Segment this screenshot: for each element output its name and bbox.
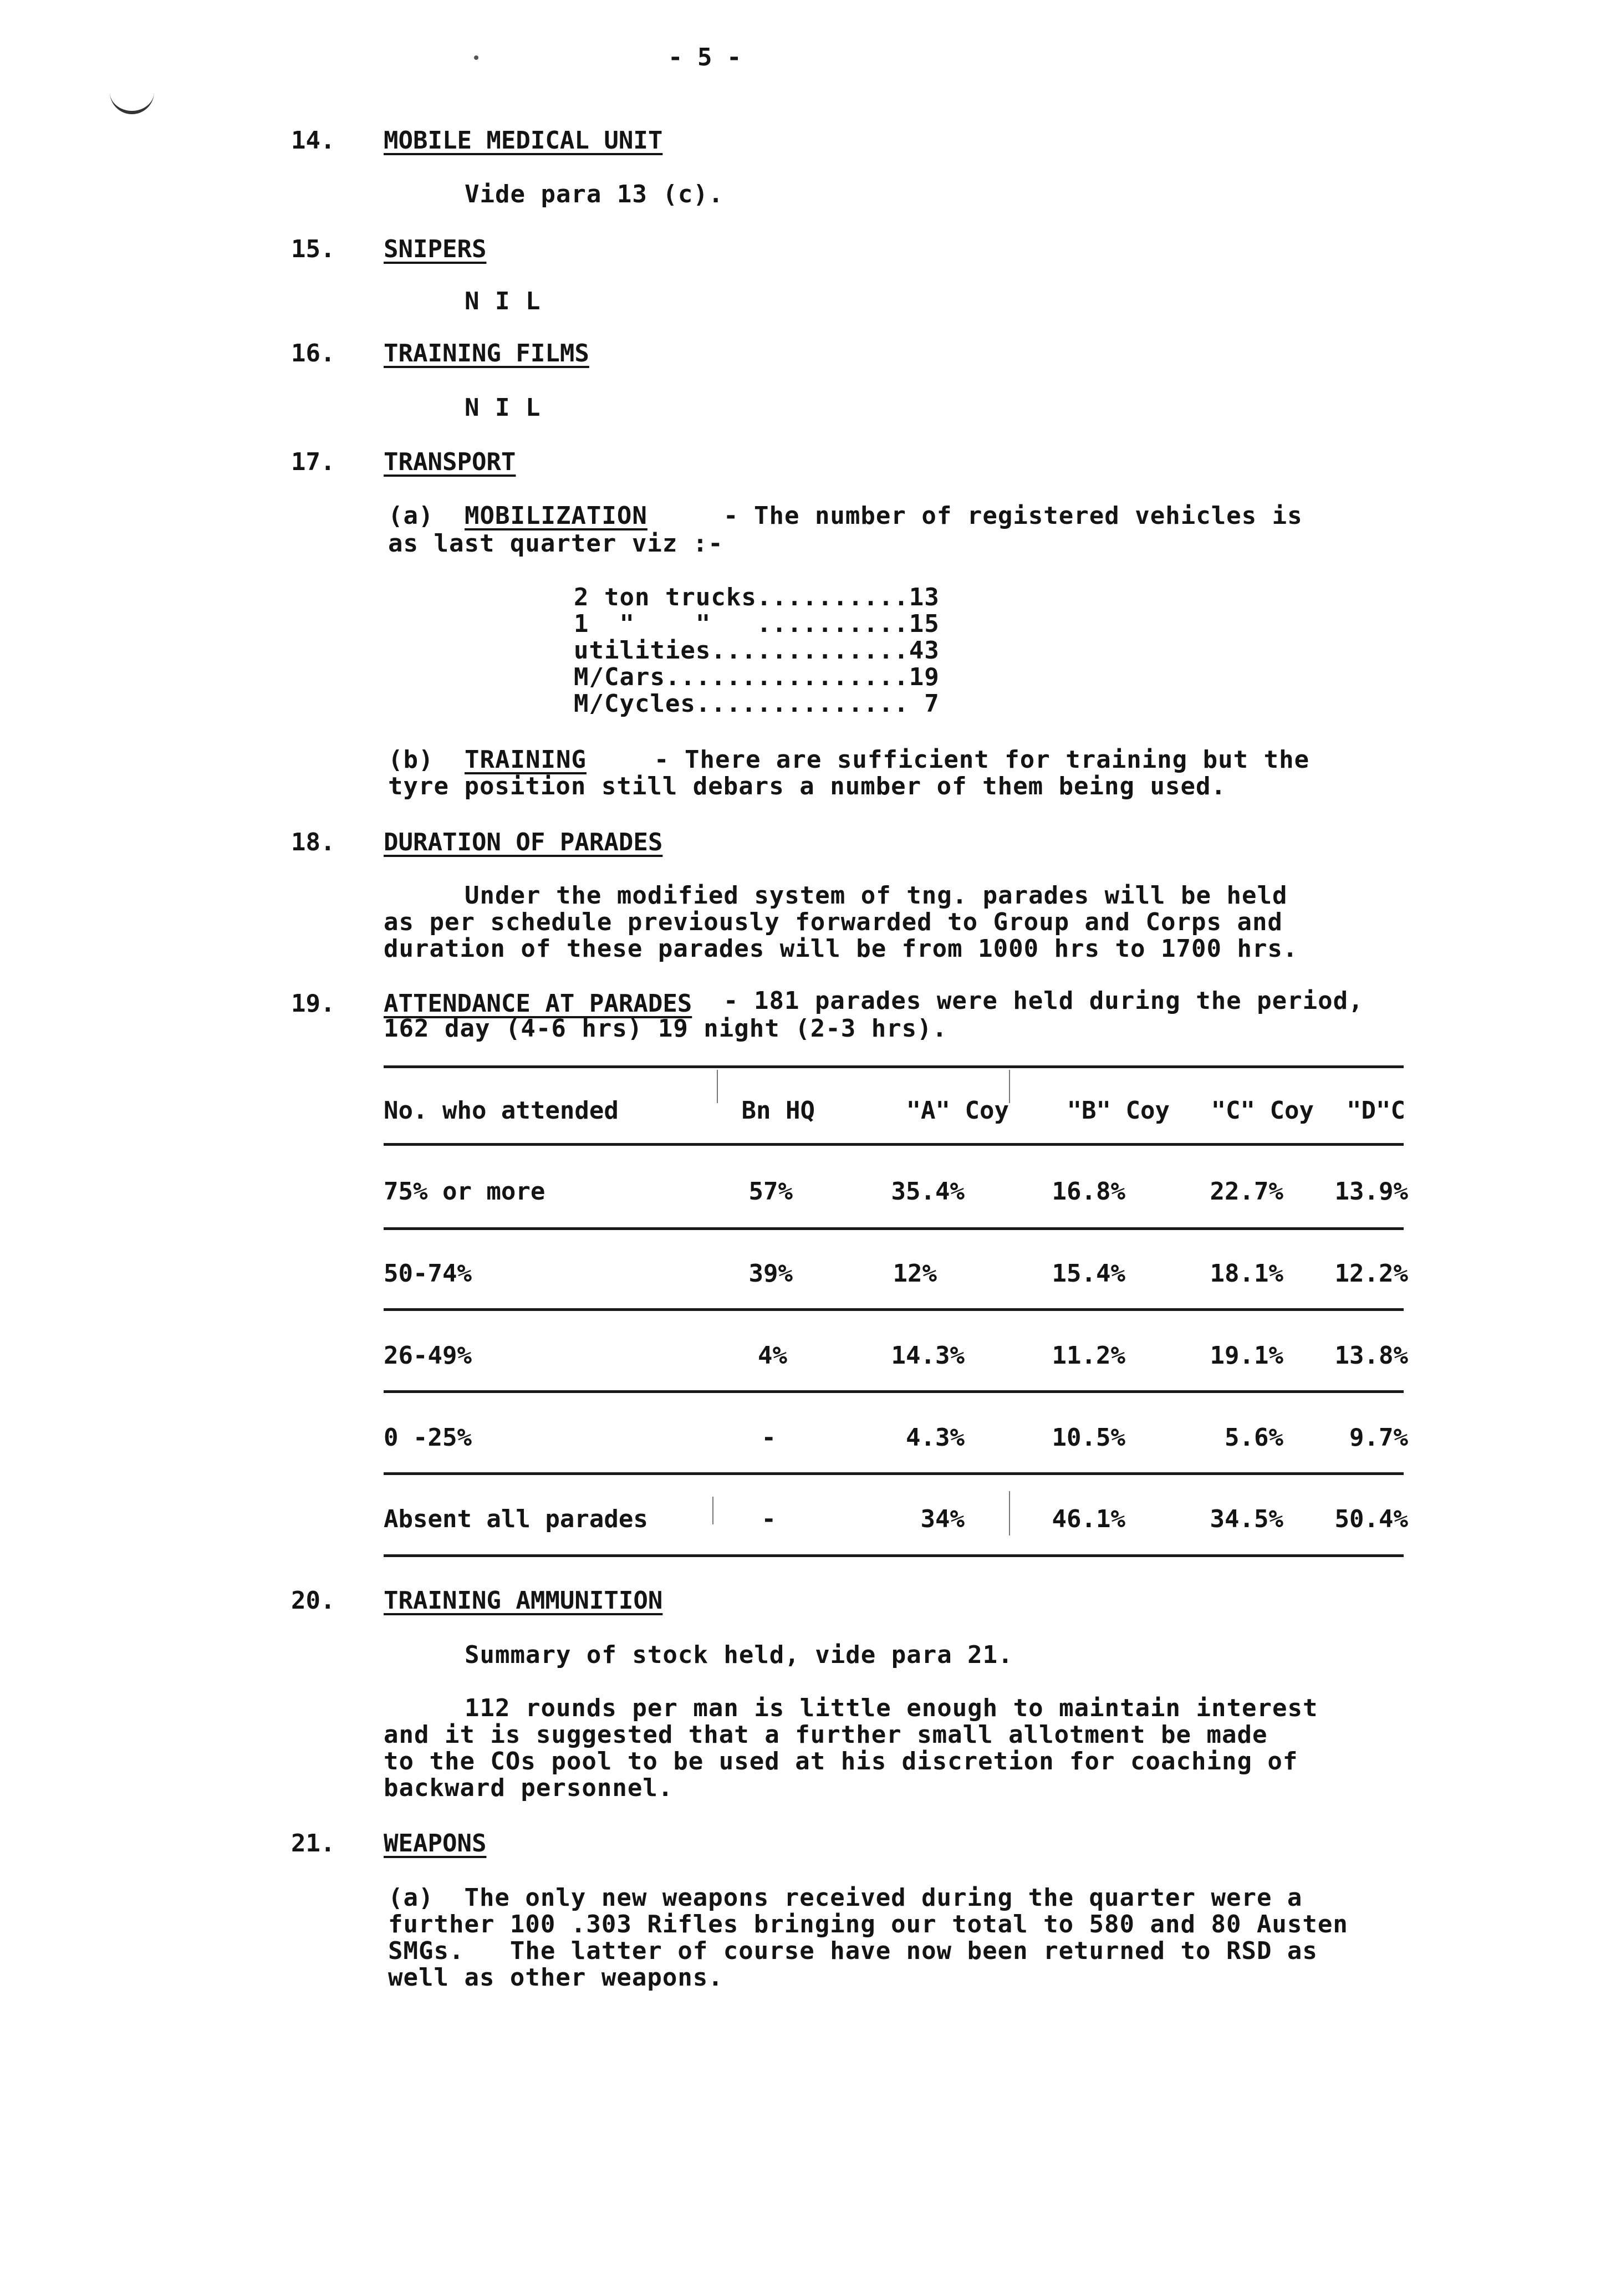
parades-text-line-3: duration of these parades will be from 1000 hrs to 1700 hrs. [384,935,1298,963]
section-text-15: N I L [465,287,541,315]
table-rule [384,1308,1404,1311]
table-column-divider [1009,1070,1010,1103]
table-rule [384,1472,1404,1475]
ammunition-paragraph-line-3: to the COs pool to be used at his discretion for coaching of [384,1747,1298,1775]
section-number-18: 18. [291,828,335,856]
table-column-divider [1009,1491,1010,1535]
table-header-cell: No. who attended [384,1096,619,1125]
subsection-title-mobilization: MOBILIZATION [465,502,648,530]
table-cell: - [761,1505,776,1533]
table-rule [384,1065,1404,1068]
section-text-16: N I L [465,394,541,422]
section-heading-20: TRAINING AMMUNITION [384,1586,663,1615]
table-rule [384,1554,1404,1557]
table-column-divider [717,1070,718,1103]
table-rule [384,1390,1404,1393]
section-heading-15: SNIPERS [384,235,487,263]
section-text-14: Vide para 13 (c). [465,180,724,208]
table-cell: 46.1% [1052,1505,1125,1533]
mobilization-text-line-2: as last quarter viz :- [388,529,723,558]
vehicle-line: utilities.............43 [574,636,940,665]
weapons-text-line-1: (a) The only new weapons received during the quarter were a [388,1884,1303,1912]
table-cell: 12% [893,1259,937,1288]
table-header-cell: "A" Coy [906,1096,1009,1125]
page-number: - 5 - [668,43,742,72]
section-heading-18: DURATION OF PARADES [384,828,663,856]
table-cell: 15.4% [1052,1259,1125,1288]
table-cell: 10.5% [1052,1423,1125,1452]
vehicle-line: 1 " " ..........15 [574,610,940,638]
table-header-cell: "C" Coy [1211,1096,1314,1125]
table-cell: Absent all parades [384,1505,648,1533]
table-cell: 50.4% [1334,1505,1408,1533]
section-heading-16: TRAINING FILMS [384,339,589,368]
table-column-divider [712,1497,713,1524]
table-cell: 11.2% [1052,1341,1125,1370]
ammunition-text-line-1: Summary of stock held, vide para 21. [465,1641,1013,1669]
section-number-14: 14. [291,126,335,155]
table-cell: 4.3% [906,1423,965,1452]
table-cell: 22.7% [1210,1177,1283,1206]
table-cell: 35.4% [891,1177,965,1206]
table-cell: 9.7% [1349,1423,1408,1452]
section-heading-21: WEAPONS [384,1829,487,1858]
section-number-15: 15. [291,235,335,263]
vehicle-line: 2 ton trucks..........13 [574,583,940,611]
subsection-label-a: (a) [388,502,434,530]
parades-text-line-1: Under the modified system of tng. parades will be held [465,881,1288,910]
table-cell: 18.1% [1210,1259,1283,1288]
punch-hole-mark [110,72,154,114]
training-text-line-1: - There are sufficient for training but the [654,746,1310,774]
table-cell: 14.3% [891,1341,965,1370]
weapons-text-line-4: well as other weapons. [388,1963,723,1992]
table-cell: 0 -25% [384,1423,472,1452]
table-cell: 12.2% [1334,1259,1408,1288]
parades-text-line-2: as per schedule previously forwarded to Group and Corps and [384,908,1283,936]
table-cell: 39% [748,1259,793,1288]
ammunition-paragraph-line-4: backward personnel. [384,1774,674,1802]
section-heading-17: TRANSPORT [384,448,516,476]
section-heading-19: ATTENDANCE AT PARADES [384,989,692,1018]
table-cell: 57% [748,1177,793,1206]
table-cell: 16.8% [1052,1177,1125,1206]
table-cell: 34% [920,1505,965,1533]
table-header-cell: "D"C [1347,1096,1405,1125]
subsection-label-b: (b) [388,746,434,774]
table-rule [384,1143,1404,1146]
section-heading-14: MOBILE MEDICAL UNIT [384,126,663,155]
section-number-19: 19. [291,989,335,1018]
attendance-text-line-1: - 181 parades were held during the period, [723,987,1364,1015]
attendance-text-line-2: 162 day (4-6 hrs) 19 night (2-3 hrs). [384,1014,948,1043]
ink-dot [474,55,478,60]
section-number-17: 17. [291,448,335,476]
table-header-cell: "B" Coy [1067,1096,1170,1125]
weapons-text-line-3: SMGs. The latter of course have now been returned to RSD as [388,1937,1318,1965]
table-cell: 5.6% [1225,1423,1283,1452]
mobilization-text-line-1: - The number of registered vehicles is [723,502,1303,530]
training-text-line-2: tyre position still debars a number of them being used. [388,772,1226,800]
vehicle-line: M/Cycles.............. 7 [574,690,940,718]
table-header-cell: Bn HQ [741,1096,815,1125]
vehicle-line: M/Cars................19 [574,663,940,691]
table-cell: 13.8% [1334,1341,1408,1370]
weapons-text-line-2: further 100 .303 Rifles bringing our total to 580 and 80 Austen [388,1910,1348,1938]
section-number-21: 21. [291,1829,335,1858]
table-cell: 75% or more [384,1177,545,1206]
subsection-title-training: TRAINING [465,746,587,774]
table-cell: 50-74% [384,1259,472,1288]
table-cell: 13.9% [1334,1177,1408,1206]
table-rule [384,1227,1404,1230]
ammunition-paragraph-line-1: 112 rounds per man is little enough to maintain interest [465,1694,1318,1722]
table-cell: - [761,1423,776,1452]
table-cell: 19.1% [1210,1341,1283,1370]
table-cell: 4% [758,1341,787,1370]
ammunition-paragraph-line-2: and it is suggested that a further small allotment be made [384,1721,1268,1749]
section-number-16: 16. [291,339,335,368]
section-number-20: 20. [291,1586,335,1615]
table-cell: 26-49% [384,1341,472,1370]
table-cell: 34.5% [1210,1505,1283,1533]
